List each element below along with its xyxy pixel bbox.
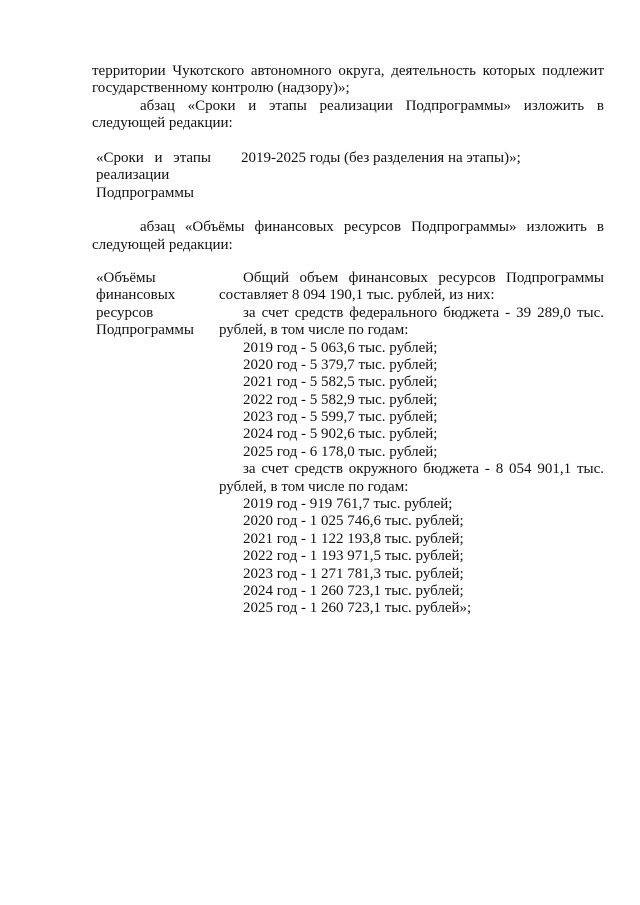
federal-year-2022: 2022 год - 5 582,9 тыс. рублей;: [243, 392, 438, 408]
paragraph1-line1: территории Чукотского автономного округа, деятельность которых подлежит: [92, 63, 604, 79]
paragraph3-line2: следующей редакции:: [92, 237, 233, 253]
district-year-2021: 2021 год - 1 122 193,8 тыс. рублей;: [243, 531, 464, 547]
federal-year-2019: 2019 год - 5 063,6 тыс. рублей;: [243, 340, 438, 356]
financing-federal-line2: рублей, в том числе по годам:: [219, 322, 409, 338]
financing-label-line4: Подпрограммы: [96, 322, 194, 338]
financing-district-line1: за счет средств окружного бюджета - 8 054 901,1 тыс.: [243, 461, 604, 477]
district-year-2025: 2025 год - 1 260 723,1 тыс. рублей»;: [243, 600, 472, 616]
district-year-2024: 2024 год - 1 260 723,1 тыс. рублей;: [243, 583, 464, 599]
schedule-label-line3: Подпрограммы: [96, 185, 194, 201]
financing-label-line3: ресурсов: [96, 305, 154, 321]
district-year-2020: 2020 год - 1 025 746,6 тыс. рублей;: [243, 513, 464, 529]
financing-label-line2: финансовых: [96, 287, 176, 303]
financing-federal-line1: за счет средств федерального бюджета - 39 289,0 тыс.: [243, 305, 604, 321]
paragraph3-line1: абзац «Объёмы финансовых ресурсов Подпрограммы» изложить в: [140, 219, 604, 235]
paragraph2-line2: следующей редакции:: [92, 115, 233, 131]
financing-total-line1: Общий объем финансовых ресурсов Подпрограммы: [243, 270, 604, 286]
district-year-2022: 2022 год - 1 193 971,5 тыс. рублей;: [243, 548, 464, 564]
schedule-label-line1: «Сроки и этапы: [96, 150, 211, 166]
federal-year-2020: 2020 год - 5 379,7 тыс. рублей;: [243, 357, 438, 373]
schedule-label-line2: реализации: [96, 167, 170, 183]
federal-year-2023: 2023 год - 5 599,7 тыс. рублей;: [243, 409, 438, 425]
federal-year-2024: 2024 год - 5 902,6 тыс. рублей;: [243, 426, 438, 442]
financing-total-line2: составляет 8 094 190,1 тыс. рублей, из них:: [219, 287, 495, 303]
district-year-2019: 2019 год - 919 761,7 тыс. рублей;: [243, 496, 453, 512]
financing-label-line1: «Объёмы: [96, 270, 156, 286]
district-year-2023: 2023 год - 1 271 781,3 тыс. рублей;: [243, 566, 464, 582]
financing-district-line2: рублей, в том числе по годам:: [219, 479, 409, 495]
schedule-value: 2019-2025 годы (без разделения на этапы)»;: [241, 150, 521, 166]
paragraph1-line2: государственному контролю (надзору)»;: [92, 80, 350, 96]
federal-year-2025: 2025 год - 6 178,0 тыс. рублей;: [243, 444, 438, 460]
federal-year-2021: 2021 год - 5 582,5 тыс. рублей;: [243, 374, 438, 390]
paragraph2-line1: абзац «Сроки и этапы реализации Подпрограммы» изложить в: [140, 98, 604, 114]
